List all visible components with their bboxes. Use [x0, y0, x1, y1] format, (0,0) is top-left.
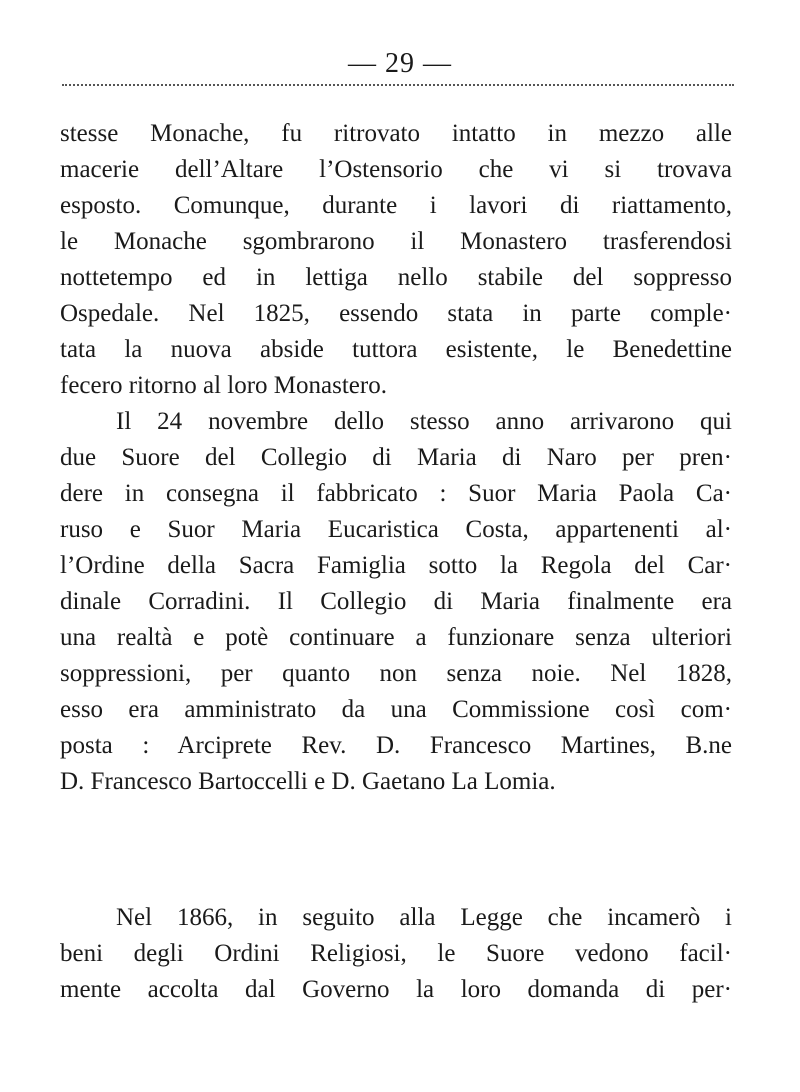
text-line: macerie dell’Altare l’Ostensorio che vi si trovava — [60, 156, 732, 183]
text-line: stesse Monache, fu ritrovato intatto in mezzo alle — [60, 120, 732, 147]
text-line: fecero ritorno al loro Monastero. — [60, 372, 387, 399]
text-line: nottetempo ed in lettiga nello stabile del soppresso — [60, 264, 732, 291]
text-line: una realtà e potè continuare a funzionare senza ulteriori — [60, 624, 732, 651]
text-line: mente accolta dal Governo la loro domanda di per· — [60, 976, 732, 1003]
text-line: dere in consegna il fabbricato : Suor Maria Paola Ca· — [60, 480, 732, 507]
page-number: — 29 — — [348, 48, 452, 79]
paragraph-1 — [60, 116, 732, 404]
text-line: soppressioni, per quanto non senza noie. Nel 1828, — [60, 660, 732, 687]
text-line: esso era amministrato da una Commissione così com· — [60, 696, 732, 723]
paragraph-3 — [60, 900, 732, 1008]
text-line: esposto. Comunque, durante i lavori di riattamento, — [60, 192, 732, 219]
paragraph-2 — [60, 404, 732, 800]
text-line: ruso e Suor Maria Eucaristica Costa, appartenenti al· — [60, 516, 732, 543]
text-line: due Suore del Collegio di Maria di Naro per pren· — [60, 444, 732, 471]
text-line: Il 24 novembre dello stesso anno arrivarono qui — [116, 408, 732, 435]
text-line: posta : Arciprete Rev. D. Francesco Martines, B.ne — [60, 732, 732, 759]
text-line: le Monache sgombrarono il Monastero trasferendosi — [60, 228, 732, 255]
text-line: tata la nuova abside tuttora esistente, le Benedettine — [60, 336, 732, 363]
header-rule — [62, 84, 734, 86]
text-line: Ospedale. Nel 1825, essendo stata in parte comple· — [60, 300, 732, 327]
text-line: Nel 1866, in seguito alla Legge che incamerò i — [116, 904, 732, 931]
text-line: dinale Corradini. Il Collegio di Maria finalmente era — [60, 588, 732, 615]
text-line: beni degli Ordini Religiosi, le Suore vedono facil· — [60, 940, 732, 967]
text-line: l’Ordine della Sacra Famiglia sotto la Regola del Car· — [60, 552, 732, 579]
text-line: D. Francesco Bartoccelli e D. Gaetano La Lomia. — [60, 768, 556, 795]
